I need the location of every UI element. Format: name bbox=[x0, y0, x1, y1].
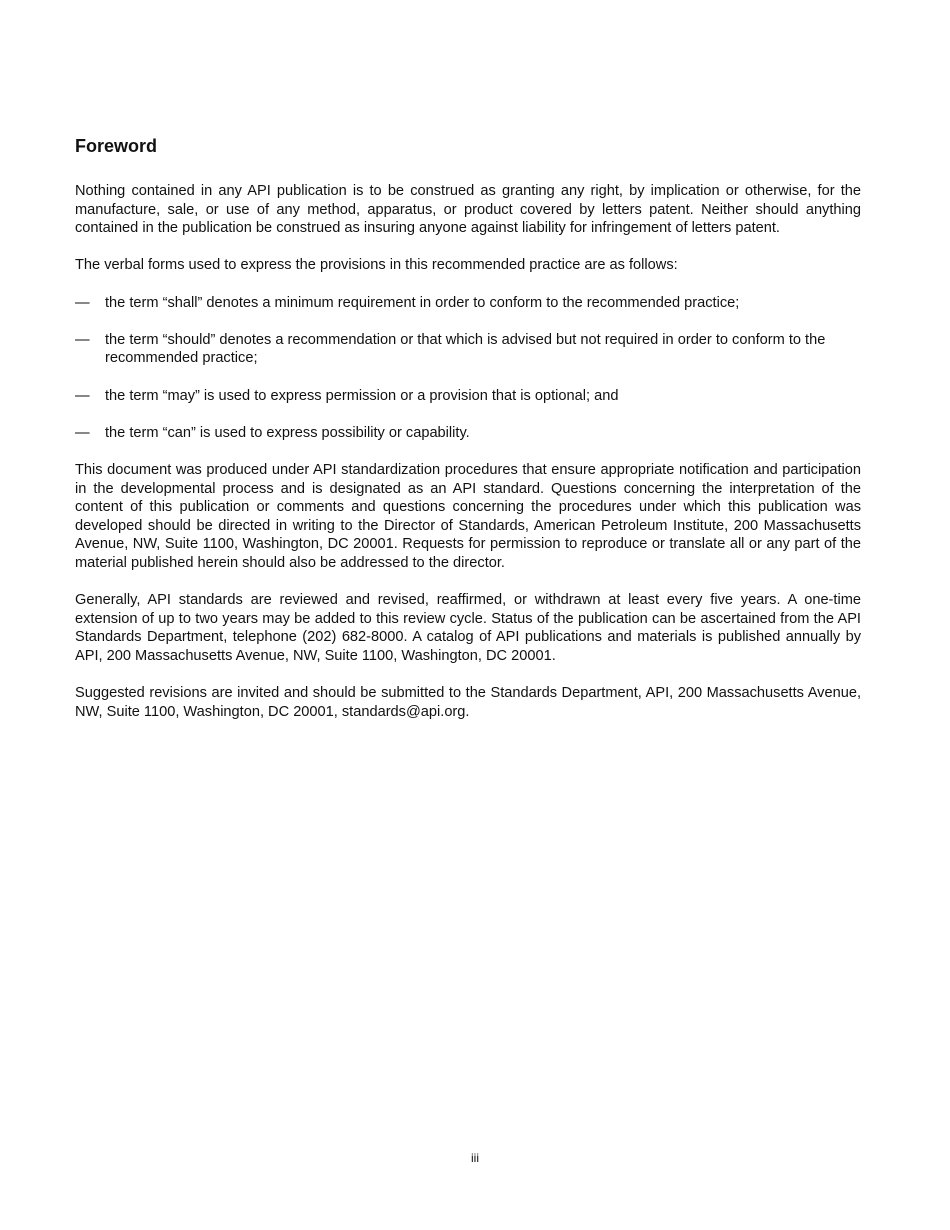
paragraph-verbal-forms: The verbal forms used to express the provisions in this recommended practice are as follows: bbox=[75, 257, 678, 274]
list-item-text: the term “shall” denotes a minimum requirement in order to conform to the recommended practice; bbox=[105, 294, 740, 311]
page-title: Foreword bbox=[75, 136, 158, 156]
list-item-text: the term “may” is used to express permission or a provision that is optional; and bbox=[105, 387, 619, 404]
dash-marker: — bbox=[75, 424, 90, 441]
dash-marker: — bbox=[75, 331, 90, 348]
list-item-text: the term “can” is used to express possibility or capability. bbox=[105, 424, 470, 441]
list-item-may bbox=[75, 387, 861, 406]
paragraph-suggested-revisions: Suggested revisions are invited and should be submitted to the Standards Department, API, 200 Massachusetts Avenue, NW, Suite 1100, Washington, DC 20001, standards@api.org. bbox=[75, 685, 861, 720]
document-page bbox=[75, 0, 861, 1230]
dash-marker: — bbox=[75, 387, 90, 404]
paragraph-standardization: This document was produced under API standardization procedures that ensure appropriate notification and participation in the developmental process and is designated as an API standard. Questions concerning the interpretation of the content of this publication or comments and questions concerning the procedures under which this publication was developed should be directed in writing to the Director of Standards, American Petroleum Institute, 200 Massachusetts Avenue, NW, Suite 1100, Washington, DC 20001. Requests for permission to reproduce or translate all or any part of the material published herein should also be addressed to the director. bbox=[75, 461, 861, 571]
dash-marker: — bbox=[75, 294, 90, 311]
verbal-forms-list bbox=[75, 294, 861, 443]
list-item-should bbox=[75, 331, 861, 368]
list-item-can bbox=[75, 424, 861, 443]
list-item-shall bbox=[75, 294, 861, 313]
document-body bbox=[75, 182, 861, 740]
page-number: iii bbox=[471, 1151, 479, 1165]
paragraph-patent-notice: Nothing contained in any API publication is to be construed as granting any right, by implication or otherwise, for the manufacture, sale, or use of any method, apparatus, or product covered by letters patent. Neither should anything contained in the publication be construed as insuring anyone against liability for infringement of letters patent. bbox=[75, 183, 861, 237]
list-item-text: the term “should” denotes a recommendation or that which is advised but not required in order to conform to the recommended practice; bbox=[105, 331, 826, 367]
paragraph-review-cycle: Generally, API standards are reviewed and revised, reaffirmed, or withdrawn at least every five years. A one-time extension of up to two years may be added to this review cycle. Status of the publication can be ascertained from the API Standards Department, telephone (202) 682-8000. A catalog of API publications and materials is published annually by API, 200 Massachusetts Avenue, NW, Suite 1100, Washington, DC 20001. bbox=[75, 592, 861, 664]
